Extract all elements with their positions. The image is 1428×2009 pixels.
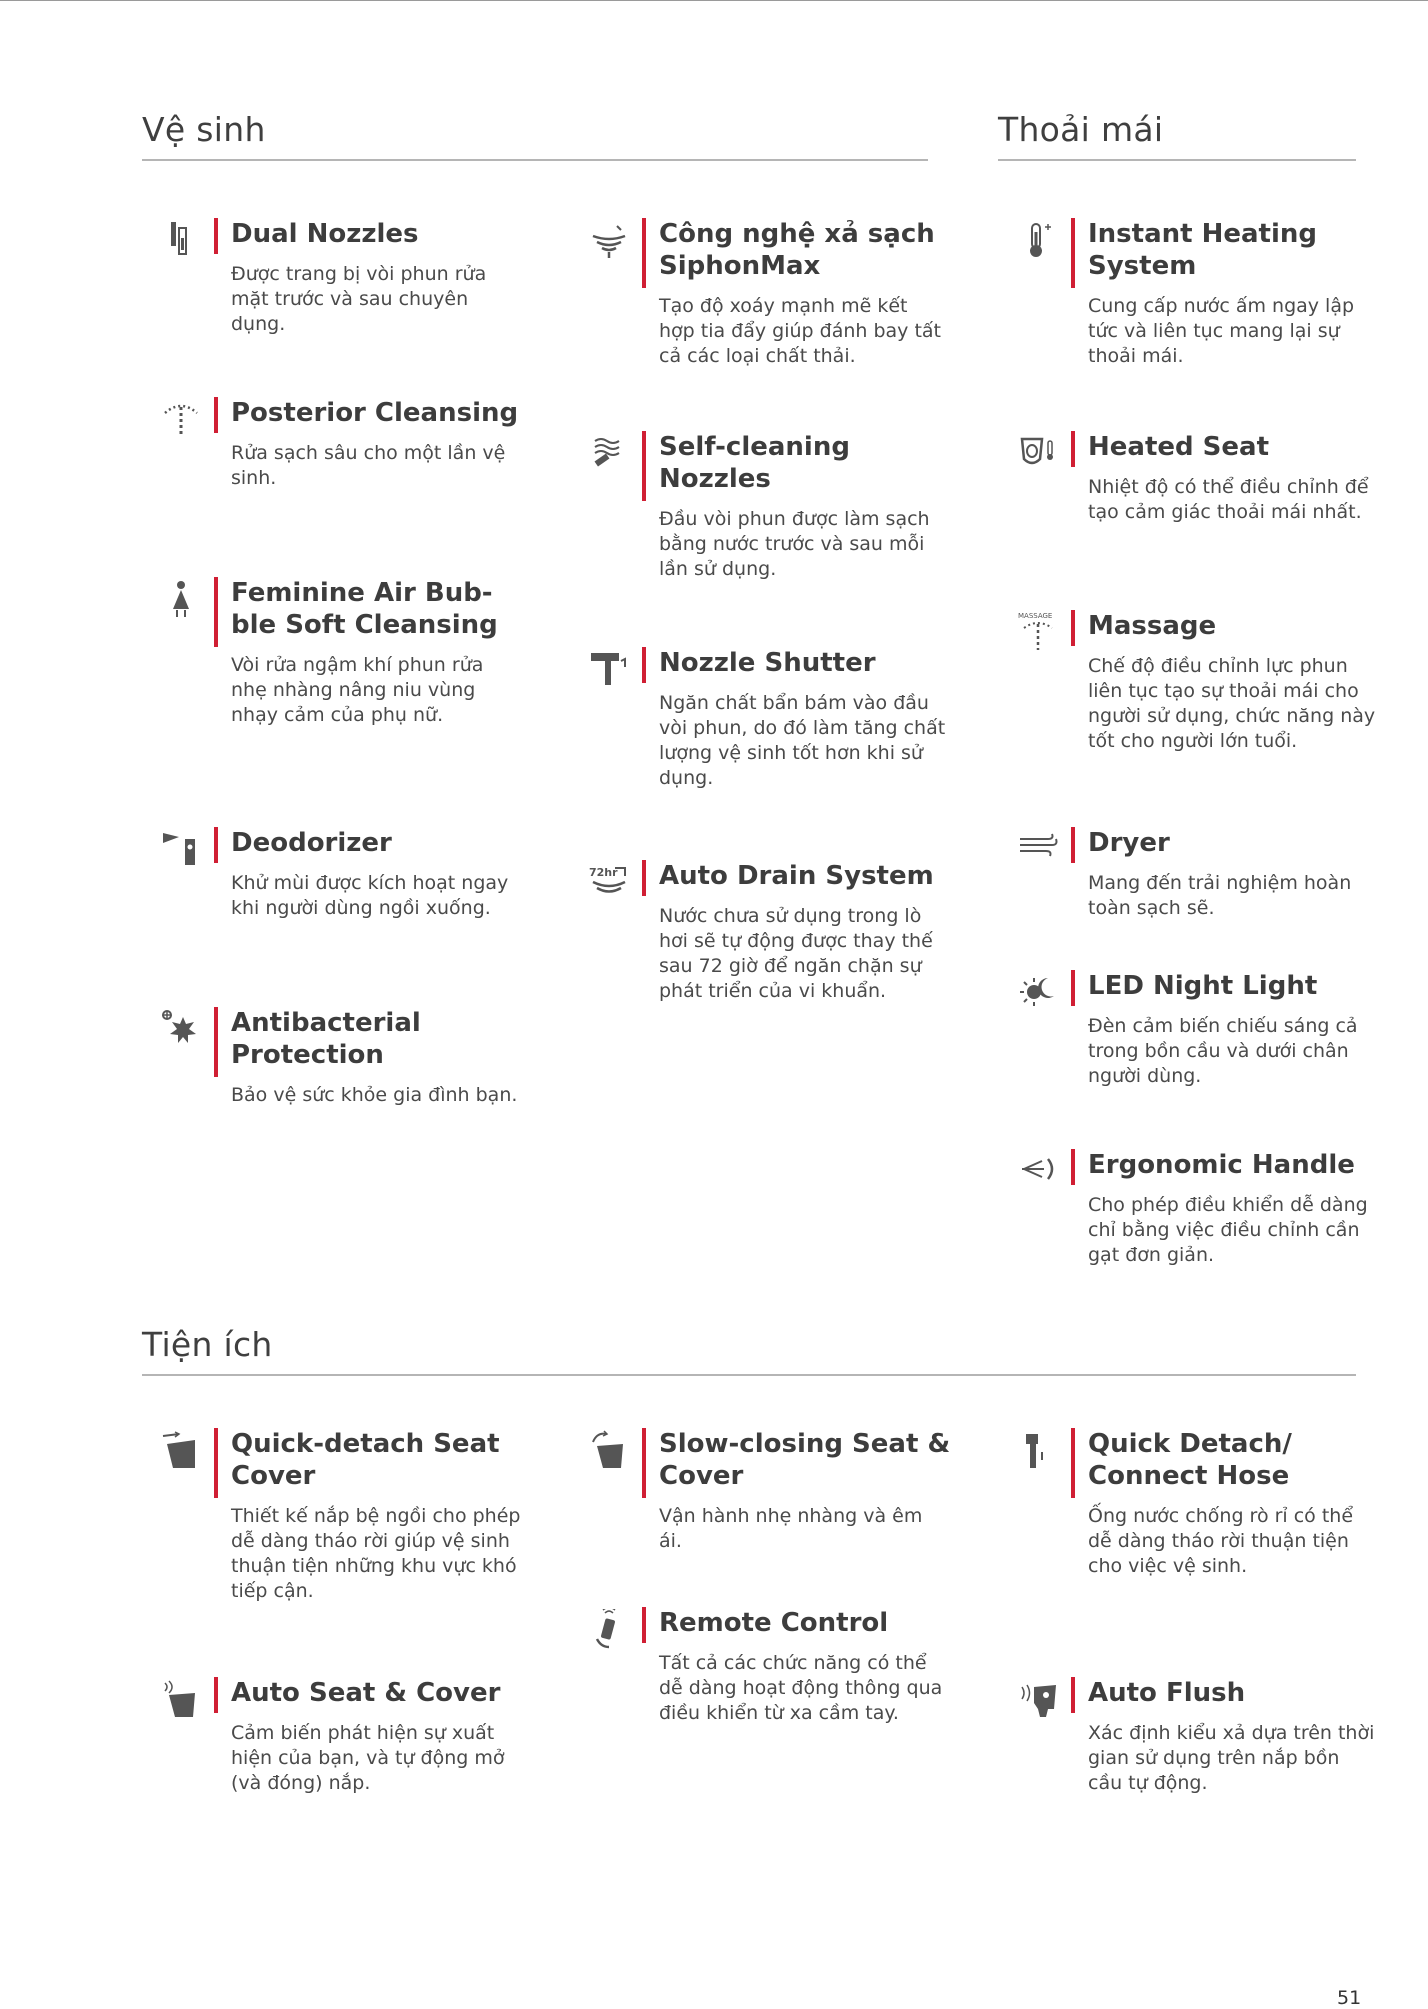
feature-title: Massage bbox=[1088, 611, 1217, 641]
feature-remote-control bbox=[659, 1607, 959, 1726]
feature-desc: Đèn cảm biến chiếu sáng cả trong bồn cầu và dưới chân người dùng. bbox=[1088, 1015, 1358, 1087]
auto-seat-icon bbox=[161, 1679, 201, 1719]
accent-bar bbox=[642, 1607, 646, 1643]
feature-title: Nozzle Shutter bbox=[659, 648, 876, 678]
feature-desc: Tất cả các chức năng có thể dễ dàng hoạt động thông qua điều khiển từ xa cầm tay. bbox=[659, 1652, 943, 1724]
feature-dryer bbox=[1088, 827, 1388, 921]
feature-title: Auto Flush bbox=[1088, 1678, 1246, 1708]
feature-title: Công nghệ xả sạch SiphonMax bbox=[659, 219, 935, 281]
accent-bar bbox=[214, 1677, 218, 1713]
feature-heated-seat bbox=[1088, 431, 1388, 525]
feature-title: Instant Heating System bbox=[1088, 219, 1318, 281]
deodorizer-icon bbox=[161, 829, 201, 869]
hose-connector-icon bbox=[1018, 1430, 1058, 1470]
section-rule-hygiene bbox=[142, 159, 928, 161]
feature-self-cleaning bbox=[659, 431, 959, 582]
accent-bar bbox=[642, 647, 646, 683]
feature-desc: Đầu vòi phun được làm sạch bằng nước trước và sau mỗi lần sử dụng. bbox=[659, 508, 930, 580]
feature-title: Posterior Cleansing bbox=[231, 398, 519, 428]
accent-bar bbox=[1071, 1677, 1075, 1713]
feature-title: Feminine Air Bub-ble Soft Cleansing bbox=[231, 578, 498, 640]
auto-drain-icon-label: 72hr bbox=[589, 866, 618, 879]
feature-led-night-light bbox=[1088, 970, 1388, 1089]
siphon-vortex-icon bbox=[589, 220, 629, 260]
section-rule-comfort bbox=[998, 159, 1356, 161]
feature-deodorizer bbox=[231, 827, 531, 921]
feature-desc: Khử mùi được kích hoạt ngay khi người dùng ngồi xuống. bbox=[231, 872, 509, 919]
feature-auto-drain bbox=[589, 860, 959, 1004]
feature-desc: Xác định kiểu xả dựa trên thời gian sử dụng trên nắp bồn cầu tự động. bbox=[1088, 1722, 1375, 1794]
feature-slow-closing bbox=[659, 1428, 959, 1554]
accent-bar bbox=[1071, 431, 1075, 467]
feature-desc: Nhiệt độ có thể điều chỉnh để tạo cảm giác thoải mái nhất. bbox=[1088, 476, 1369, 523]
remote-control-icon bbox=[589, 1609, 629, 1649]
feature-title: Antibacterial Protection bbox=[231, 1008, 421, 1070]
feature-title: Slow-closing Seat & Cover bbox=[659, 1429, 951, 1491]
accent-bar bbox=[642, 431, 646, 501]
top-border bbox=[0, 0, 1428, 1]
accent-bar bbox=[1071, 610, 1075, 646]
accent-bar bbox=[1071, 970, 1075, 1006]
feature-posterior-cleansing bbox=[231, 397, 531, 491]
accent-bar bbox=[1071, 1149, 1075, 1185]
accent-bar bbox=[642, 860, 646, 896]
feature-title: Deodorizer bbox=[231, 828, 392, 858]
feature-massage bbox=[1018, 610, 1388, 754]
accent-bar bbox=[1071, 218, 1075, 288]
feature-nozzle-shutter bbox=[659, 647, 959, 791]
section-title-utility: Tiện ích bbox=[142, 1325, 273, 1364]
feature-title: Quick-detach Seat Cover bbox=[231, 1429, 500, 1491]
feature-desc: Bảo vệ sức khỏe gia đình bạn. bbox=[231, 1084, 518, 1106]
heated-seat-icon bbox=[1018, 433, 1058, 473]
feature-feminine-cleansing bbox=[231, 577, 531, 728]
feature-title: Dual Nozzles bbox=[231, 219, 419, 249]
feature-desc: Mang đến trải nghiệm hoàn toàn sạch sẽ. bbox=[1088, 872, 1352, 919]
feature-siphonmax bbox=[659, 218, 959, 369]
feature-desc: Tạo độ xoáy mạnh mẽ kết hợp tia đẩy giúp đánh bay tất cả các loại chất thải. bbox=[659, 295, 942, 367]
section-rule-utility bbox=[142, 1374, 1356, 1376]
feature-instant-heating bbox=[1088, 218, 1388, 369]
feature-title: Remote Control bbox=[659, 1608, 889, 1638]
accent-bar bbox=[214, 218, 218, 254]
feature-desc: Nước chưa sử dụng trong lò hơi sẽ tự động được thay thế sau 72 giờ để ngăn chặn sự phát triển của vi khuẩn. bbox=[659, 905, 933, 1002]
feature-desc: Vận hành nhẹ nhàng và êm ái. bbox=[659, 1505, 923, 1552]
auto-flush-icon bbox=[1018, 1679, 1058, 1719]
feature-title: Ergonomic Handle bbox=[1088, 1150, 1355, 1180]
feature-title: Auto Seat & Cover bbox=[231, 1678, 501, 1708]
page-number: 51 bbox=[1337, 1987, 1362, 2009]
feature-title: Heated Seat bbox=[1088, 432, 1269, 462]
feature-desc: Cho phép điều khiển dễ dàng chỉ bằng việc điều chỉnh cần gạt đơn giản. bbox=[1088, 1194, 1368, 1266]
accent-bar bbox=[642, 218, 646, 288]
feature-title: Dryer bbox=[1088, 828, 1170, 858]
quick-detach-seat-icon bbox=[161, 1430, 201, 1470]
feature-title: Quick Detach/ Connect Hose bbox=[1088, 1429, 1292, 1491]
accent-bar bbox=[1071, 827, 1075, 863]
section-title-hygiene: Vệ sinh bbox=[142, 110, 266, 149]
massage-icon bbox=[1018, 612, 1058, 652]
ergonomic-handle-icon bbox=[1018, 1151, 1058, 1191]
feature-dual-nozzles bbox=[231, 218, 531, 337]
posterior-spray-icon bbox=[161, 399, 201, 439]
accent-bar bbox=[214, 577, 218, 647]
accent-bar bbox=[214, 1007, 218, 1077]
thermometer-icon bbox=[1018, 220, 1058, 260]
accent-bar bbox=[214, 397, 218, 433]
section-title-comfort: Thoải mái bbox=[998, 110, 1164, 149]
night-light-icon bbox=[1018, 972, 1058, 1012]
dual-nozzle-icon bbox=[161, 220, 201, 260]
accent-bar bbox=[642, 1428, 646, 1498]
feature-desc: Cung cấp nước ấm ngay lập tức và liên tục mang lại sự thoải mái. bbox=[1088, 295, 1355, 367]
accent-bar bbox=[214, 827, 218, 863]
feature-title: Self-cleaning Nozzles bbox=[659, 432, 850, 494]
nozzle-shutter-icon bbox=[589, 649, 629, 689]
feature-desc: Rửa sạch sâu cho một lần vệ sinh. bbox=[231, 442, 506, 489]
slow-closing-icon bbox=[589, 1430, 629, 1470]
feminine-icon bbox=[161, 579, 201, 619]
self-cleaning-icon bbox=[589, 433, 629, 473]
feature-desc: Được trang bị vòi phun rửa mặt trước và sau chuyên dụng. bbox=[231, 263, 487, 335]
feature-desc: Cảm biến phát hiện sự xuất hiện của bạn, và tự động mở (và đóng) nắp. bbox=[231, 1722, 505, 1794]
feature-auto-flush bbox=[1088, 1677, 1388, 1796]
massage-icon-label: MASSAGE bbox=[1018, 612, 1053, 620]
feature-quick-detach-seat bbox=[231, 1428, 531, 1604]
feature-auto-seat-cover bbox=[231, 1677, 531, 1796]
feature-desc: Thiết kế nắp bệ ngồi cho phép dễ dàng tháo rời giúp vệ sinh thuận tiện những khu vực khó tiếp cận. bbox=[231, 1505, 521, 1602]
dryer-wind-icon bbox=[1018, 829, 1058, 869]
feature-antibacterial bbox=[231, 1007, 531, 1108]
feature-desc: Vòi rửa ngậm khí phun rửa nhẹ nhàng nâng niu vùng nhạy cảm của phụ nữ. bbox=[231, 654, 484, 726]
feature-quick-hose bbox=[1088, 1428, 1388, 1579]
feature-desc: Ngăn chất bẩn bám vào đầu vòi phun, do đó làm tăng chất lượng vệ sinh tốt hơn khi sử dụng. bbox=[659, 692, 946, 789]
accent-bar bbox=[214, 1428, 218, 1498]
feature-title: Auto Drain System bbox=[659, 861, 934, 891]
auto-drain-icon bbox=[589, 862, 629, 902]
antibacterial-icon bbox=[161, 1009, 201, 1049]
accent-bar bbox=[1071, 1428, 1075, 1498]
feature-ergonomic-handle bbox=[1088, 1149, 1388, 1268]
feature-title: LED Night Light bbox=[1088, 971, 1318, 1001]
feature-desc: Chế độ điều chỉnh lực phun liên tục tạo sự thoải mái cho người sử dụng, chức năng này tốt cho người lớn tuổi. bbox=[1088, 655, 1376, 752]
feature-desc: Ống nước chống rò rỉ có thể dễ dàng tháo rời thuận tiện cho việc vệ sinh. bbox=[1088, 1505, 1354, 1577]
